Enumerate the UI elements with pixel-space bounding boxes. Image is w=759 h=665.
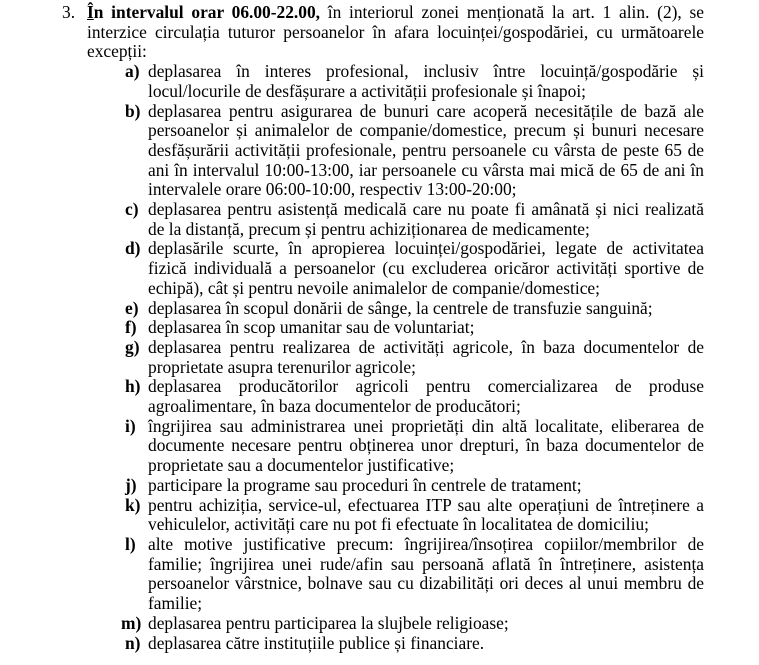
item-label: g) [125,336,140,357]
item-text: deplasarea către instituțiile publice și financiare. [148,632,485,653]
item-label: e) [125,297,139,318]
paragraph-3 [0,3,704,62]
exceptions-list [0,62,759,653]
item-label: h) [125,376,141,397]
list-item [0,338,704,377]
item-label: c) [125,199,139,220]
list-item [0,239,704,298]
item-label: n) [125,632,141,653]
list-item [0,496,704,535]
item-text: deplasările scurte, în apropierea locuinței/gospodăriei, legate de activitatea fizică individuală a persoanelor (cu excluderea oricăror activități sportive de echipă), cât și pentru nevoile animalelor de companie/domestice; [148,238,704,298]
item-text: deplasarea pentru participarea la slujbele religioase; [148,612,509,633]
list-item [0,299,704,319]
item-label: i) [125,415,136,436]
item-label: m) [121,612,142,633]
item-label: d) [125,238,141,259]
list-item [0,634,704,654]
document-page [0,3,759,653]
item-text: deplasarea pentru asistență medicală care nu poate fi amânată și nici realizată de la distanță, precum și pentru achiziționarea de medicamente; [148,199,704,239]
paragraph-text: în interiorul zonei menționată la art. 1 alin. (2), se interzice circulația tuturor persoanelor în afara locuinței/gospodăriei, cu următoarele excepții: [87,2,704,62]
paragraph-number: 3. [62,2,76,22]
item-label: l) [125,533,136,554]
item-text: deplasarea pentru asigurarea de bunuri care acoperă necesitățile de bază ale persoanelor și animalelor de companie/domestice, precum și bunuri necesare desfășurării activității profesionale, pentru persoanele cu vârsta de peste 65 de ani în intervalul 10:00-13:00, iar persoanele cu vârsta mai mică de 65 de ani în intervalele orare 06:00-10:00, respectiv 13:00-20:00; [148,100,704,200]
item-label: f) [125,317,137,338]
item-text: deplasarea pentru realizarea de activități agricole, în baza documentelor de proprietate asupra terenurilor agricole; [148,336,704,377]
list-item [0,318,704,338]
item-label: b) [125,100,141,121]
item-text: participare la programe sau proceduri în centrele de tratament; [148,474,582,495]
list-item [0,62,704,101]
item-label: k) [125,494,141,515]
item-label: a) [125,61,140,82]
list-item [0,535,704,614]
item-text: deplasarea producătorilor agricoli pentru comercializarea de produse agroalimentare, în baza documentelor de producători; [148,376,704,417]
list-item [0,417,704,476]
list-item [0,200,704,239]
item-text: deplasarea în scop umanitar sau de voluntariat; [148,317,475,338]
list-item [0,102,704,201]
list-item [0,377,704,416]
paragraph-bold-heading: În intervalul orar 06.00-22.00, [87,2,321,22]
item-text: deplasarea în scopul donării de sânge, la centrele de transfuzie sanguină; [148,297,653,318]
item-label: j) [125,474,137,495]
item-text: alte motive justificative precum: îngrijirea/însoțirea copiilor/membrilor de familie; îngrijirea unei rude/afin sau persoană aflată în întreținere, asistența persoanelor vârstnice, bolnave sau cu dizabilități ori deces al unui membru de familie; [148,533,704,614]
item-text: deplasarea în interes profesional, inclusiv între locuință/gospodărie și locul/locurile de desfășurare a activității profesionale și înapoi; [148,61,704,101]
list-item [0,614,704,634]
item-text: îngrijirea sau administrarea unei proprietăți din altă localitate, eliberarea de documente necesare pentru obținerea unor drepturi, în baza documentelor de proprietate sau a documentelor justificative; [148,415,704,476]
item-text: pentru achiziția, service-ul, efectuarea ITP sau alte operațiuni de întreținere a vehiculelor, activități care nu pot fi efectuate în localitatea de domiciliu; [148,494,704,535]
list-item [0,476,704,496]
